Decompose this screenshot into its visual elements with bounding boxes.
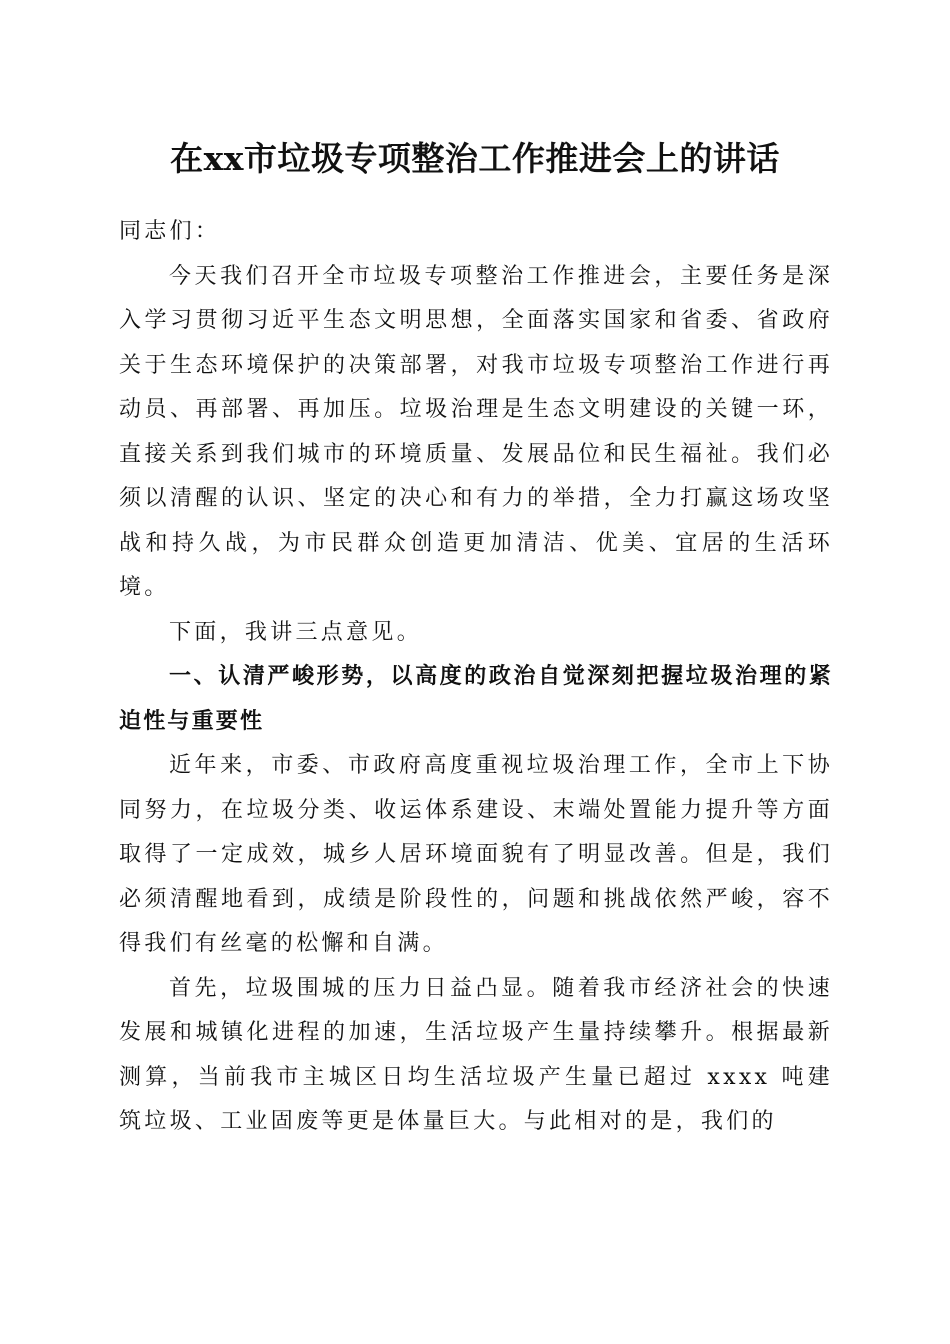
document-body bbox=[119, 210, 833, 1145]
section-paragraph-2: 首先，垃圾围城的压力日益凸显。随着我市经济社会的快速发展和城镇化进程的加速，生活垃圾产生量持续攀升。根据最新测算，当前我市主城区日均生活垃圾产生量已超过 xxxx 吨建筑垃圾、工业固废等更是体量巨大。与此相对的是，我们的 bbox=[119, 975, 833, 1134]
document-title: 在xx市垃圾专项整治工作推进会上的讲话 bbox=[170, 139, 780, 178]
section-heading-1: 一、认清严峻形势，以高度的政治自觉深刻把握垃圾治理的紧迫性与重要性 bbox=[119, 664, 833, 734]
section-paragraph-1: 近年来，市委、市政府高度重视垃圾治理工作，全市上下协同努力，在垃圾分类、收运体系建设、末端处置能力提升等方面取得了一定成效，城乡人居环境面貌有了明显改善。但是，我们必须清醒地看到，成绩是阶段性的，问题和挑战依然严峻，容不得我们有丝毫的松懈和自满。 bbox=[119, 753, 833, 956]
paragraph-opening: 今天我们召开全市垃圾专项整治工作推进会，主要任务是深入学习贯彻习近平生态文明思想，全面落实国家和省委、省政府关于生态环境保护的决策部署，对我市垃圾专项整治工作进行再动员、再部署、再加压。垃圾治理是生态文明建设的关键一环，直接关系到我们城市的环境质量、发展品位和民生福祉。我们必须以清醒的认识、坚定的决心和有力的举措，全力打赢这场攻坚战和持久战，为市民群众创造更加清洁、优美、宜居的生活环境。 bbox=[119, 263, 833, 600]
paragraph-outline: 下面，我讲三点意见。 bbox=[169, 619, 423, 645]
salutation: 同志们： bbox=[119, 219, 221, 244]
